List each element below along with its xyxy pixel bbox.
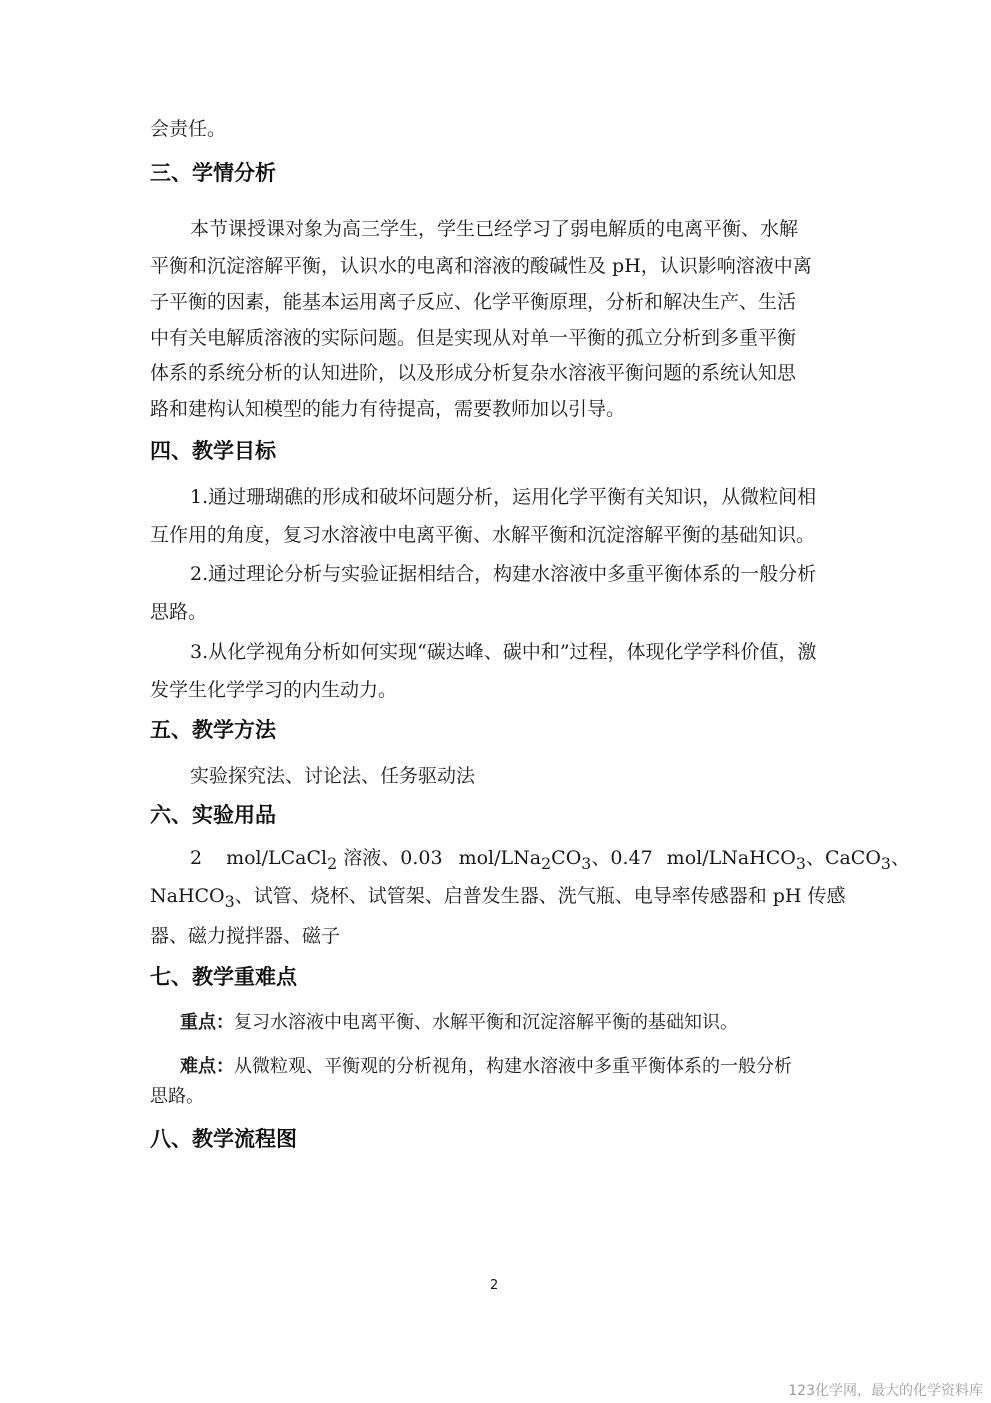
s6-line-3: 器、磁力搅拌器、磁子: [150, 925, 341, 947]
s3-line-1: 本节课授课对象为高三学生，学生已经学习了弱电解质的电离平衡、水解: [190, 218, 799, 240]
section-4-heading: 四、教学目标: [150, 438, 276, 463]
s6-l1-g-sub: 3: [795, 853, 806, 873]
s6-l2-a: NaHCO: [150, 885, 225, 907]
s6-l1-h: 、CaCO: [805, 847, 881, 869]
key-point-label: 重点：: [180, 1012, 234, 1033]
s6-l1-b: mol/LCaCl: [226, 847, 328, 869]
s7-key-point: [180, 1011, 738, 1035]
s4-line-3: 2.通过理论分析与实验证据相结合，构建水溶液中多重平衡体系的一般分析: [190, 563, 817, 585]
s4-line-4: 思路。: [150, 601, 208, 623]
s6-l1-b-sub: 2: [327, 853, 338, 873]
section-6-heading: 六、实验用品: [150, 802, 276, 827]
s6-l1-e: CO: [551, 847, 582, 869]
s7-difficult-point-cont: 思路。: [150, 1086, 204, 1107]
s6-l1-a: 2: [190, 847, 203, 869]
s6-l2-a-sub: 3: [224, 891, 235, 911]
s6-l1-c: 溶液、0.03: [337, 847, 443, 869]
s4-line-5: 3.从化学视角分析如何实现“碳达峰、碳中和”过程，体现化学学科价值，激: [190, 641, 817, 663]
continuation-text: 会责任。: [150, 118, 227, 140]
s6-l1-g: mol/LNaHCO: [666, 847, 796, 869]
key-point-text: 复习水溶液中电离平衡、水解平衡和沉淀溶解平衡的基础知识。: [234, 1012, 738, 1033]
section-7-heading: 七、教学重难点: [150, 964, 297, 989]
section-5-heading: 五、教学方法: [150, 717, 276, 742]
s6-l2-b: 、试管、烧杯、试管架、启普发生器、洗气瓶、电导率传感器和 pH 传感: [234, 885, 846, 907]
s6-l1-e-sub: 3: [581, 853, 592, 873]
s3-line-3: 子平衡的因素，能基本运用离子反应、化学平衡原理，分析和解决生产、生活: [150, 291, 797, 313]
section-3-heading: 三、学情分析: [150, 160, 276, 185]
s7-difficult-point: [180, 1055, 792, 1079]
s6-l1-i: 、: [891, 847, 911, 869]
s4-line-1: 1.通过珊瑚礁的形成和破坏问题分析，运用化学平衡有关知识，从微粒间相: [190, 486, 817, 508]
s6-l1-d-sub: 2: [541, 853, 552, 873]
page-number: 2: [490, 1278, 499, 1293]
s6-line-1: [190, 846, 910, 876]
difficult-point-label: 难点：: [180, 1056, 234, 1077]
s4-line-2: 互作用的角度，复习水溶液中电离平衡、水解平衡和沉淀溶解平衡的基础知识。: [150, 524, 816, 546]
s6-l1-f: 、0.47: [591, 847, 653, 869]
section-8-heading: 八、教学流程图: [150, 1126, 297, 1151]
s6-l1-h-sub: 3: [880, 853, 891, 873]
s3-line-6: 路和建构认知模型的能力有待提高，需要教师加以引导。: [150, 398, 626, 420]
footer-watermark: 123化学网，最大的化学资料库: [788, 1383, 983, 1399]
s6-line-2: [150, 884, 846, 914]
s5-text: 实验探究法、讨论法、任务驱动法: [190, 765, 476, 787]
s3-line-2: 平衡和沉淀溶解平衡，认识水的电离和溶液的酸碱性及 pH，认识影响溶液中离: [150, 255, 812, 277]
s3-line-4: 中有关电解质溶液的实际问题。但是实现从对单一平衡的孤立分析到多重平衡: [150, 327, 797, 349]
s3-line-5: 体系的系统分析的认知进阶，以及形成分析复杂水溶液平衡问题的系统认知思: [150, 362, 797, 384]
s6-l1-d: mol/LNa: [458, 847, 542, 869]
difficult-point-text: 从微粒观、平衡观的分析视角，构建水溶液中多重平衡体系的一般分析: [234, 1056, 792, 1077]
s4-line-6: 发学生化学学习的内生动力。: [150, 679, 398, 701]
